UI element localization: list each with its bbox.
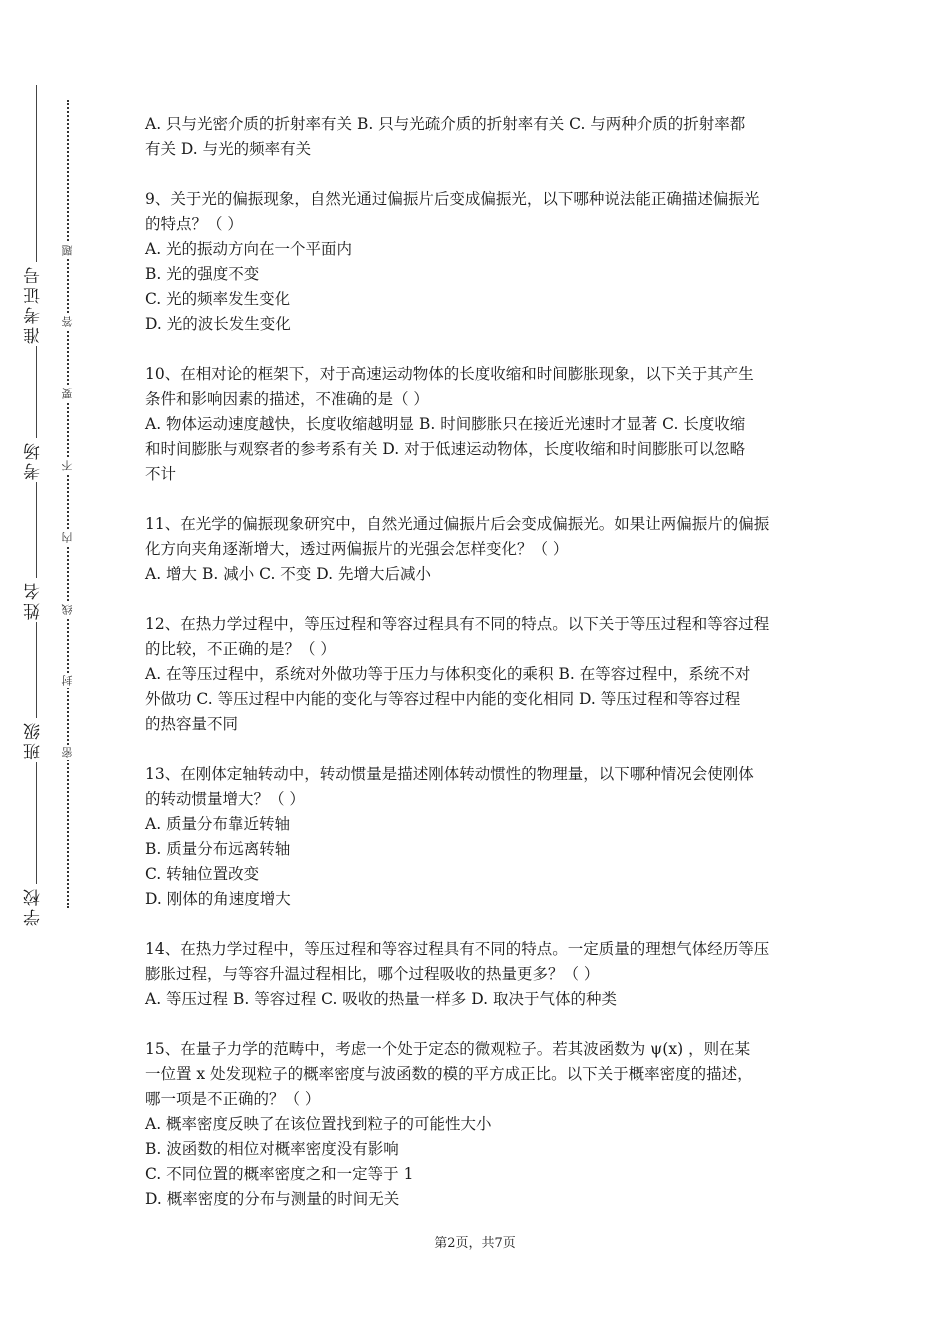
question-stem: 哪一项是不正确的？（ ） (145, 1090, 321, 1108)
question-10 (145, 362, 810, 487)
class-label: 班级 (24, 720, 44, 760)
question-stem: 的特点？（ ） (145, 215, 243, 233)
question-15 (145, 1037, 810, 1212)
question-stem: 膨胀过程，与等容升温过程相比，哪个过程吸收的热量更多？（ ） (145, 965, 600, 983)
option-d: D. 概率密度的分布与测量的时间无关 (145, 1190, 400, 1208)
question-stem: 的比较，不正确的是？（ ） (145, 640, 336, 658)
question-options: 的热容量不同 (145, 715, 239, 733)
option-a: A. 概率密度反映了在该位置找到粒子的可能性大小 (145, 1115, 492, 1133)
option-b: B. 光的强度不变 (145, 265, 260, 283)
question-options: 和时间膨胀与观察者的参考系有关 D. 对于低速运动物体，长度收缩和时间膨胀可以忽略 (145, 440, 746, 458)
question-stem: 的转动惯量增大？（ ） (145, 790, 305, 808)
seal-char: 密 (61, 747, 74, 758)
question-stem: 一位置 x 处发现粒子的概率密度与波函数的模的平方成正比。以下关于概率密度的描述， (145, 1065, 753, 1083)
question-options: A. 物体运动速度越快，长度收缩越明显 B. 时间膨胀只在接近光速时才显著 C. 长度收缩 (145, 415, 746, 433)
question-stem: 条件和影响因素的描述，不准确的是（ ） (145, 390, 429, 408)
question-stem: 15、在量子力学的范畴中，考虑一个处于定态的微观粒子。若其波函数为 ψ(x) ，则在某 (145, 1040, 751, 1058)
question-content (145, 112, 810, 1237)
question-12 (145, 612, 810, 737)
option-a: A. 质量分布靠近转轴 (145, 815, 291, 833)
question-14 (145, 937, 810, 1012)
seal-char: 封 (61, 675, 74, 686)
option-c: C. 光的频率发生变化 (145, 290, 291, 308)
page-number: 第2页，共7页 (434, 1236, 516, 1251)
option-a: A. 光的振动方向在一个平面内 (145, 240, 353, 258)
option-d: D. 刚体的角速度增大 (145, 890, 291, 908)
question-options: 外做功 C. 等压过程中内能的变化与等容过程中内能的变化相同 D. 等压过程和等容过程 (145, 690, 741, 708)
name-label: 姓名 (24, 580, 44, 620)
question-line: A. 只与光密介质的折射率有关 B. 只与光疏介质的折射率有关 C. 与两种介质的折射率都 (145, 115, 746, 133)
question-line: 有关 D. 与光的频率有关 (145, 140, 312, 158)
question-stem: 13、在刚体定轴转动中，转动惯量是描述刚体转动惯性的物理量，以下哪种情况会使刚体 (145, 765, 754, 783)
school-label: 学校 (24, 886, 44, 926)
option-b: B. 质量分布远离转轴 (145, 840, 291, 858)
option-c: C. 转轴位置改变 (145, 865, 260, 883)
exam-id-label: 准考证号 (24, 264, 44, 344)
question-13 (145, 762, 810, 912)
seal-char: 答 (61, 316, 74, 327)
question-stem: 10、在相对论的框架下，对于高速运动物体的长度收缩和时间膨胀现象，以下关于其产生 (145, 365, 754, 383)
question-stem: 11、在光学的偏振现象研究中，自然光通过偏振片后会变成偏振光。如果让两偏振片的偏振 (145, 515, 770, 533)
question-8-options (145, 112, 810, 162)
question-11 (145, 512, 810, 587)
seal-char: 线 (61, 604, 74, 615)
question-options: 不计 (145, 465, 177, 483)
seal-char: 题 (61, 245, 74, 256)
question-options: A. 等压过程 B. 等容过程 C. 吸收的热量一样多 D. 取决于气体的种类 (145, 990, 617, 1008)
option-d: D. 光的波长发生变化 (145, 315, 291, 333)
question-options: A. 增大 B. 减小 C. 不变 D. 先增大后减小 (145, 565, 431, 583)
question-stem: 12、在热力学过程中，等压过程和等容过程具有不同的特点。以下关于等压过程和等容过程 (145, 615, 770, 633)
seal-char: 内 (61, 532, 74, 543)
seal-dotted-line (67, 100, 69, 908)
binding-solid-line (36, 85, 37, 920)
question-stem: 9、关于光的偏振现象，自然光通过偏振片后变成偏振光，以下哪种说法能正确描述偏振光 (145, 190, 760, 208)
seal-char: 不 (61, 460, 74, 471)
question-options: A. 在等压过程中，系统对外做功等于压力与体积变化的乘积 B. 在等容过程中，系统不对 (145, 665, 751, 683)
question-9 (145, 187, 810, 337)
option-b: B. 波函数的相位对概率密度没有影响 (145, 1140, 399, 1158)
exam-room-label: 考场 (24, 440, 44, 480)
question-stem: 14、在热力学过程中，等压过程和等容过程具有不同的特点。一定质量的理想气体经历等压 (145, 940, 770, 958)
option-c: C. 不同位置的概率密度之和一定等于 1 (145, 1165, 414, 1183)
seal-char: 要 (61, 388, 74, 399)
question-stem: 化方向夹角逐渐增大，透过两偏振片的光强会怎样变化？（ ） (145, 540, 569, 558)
